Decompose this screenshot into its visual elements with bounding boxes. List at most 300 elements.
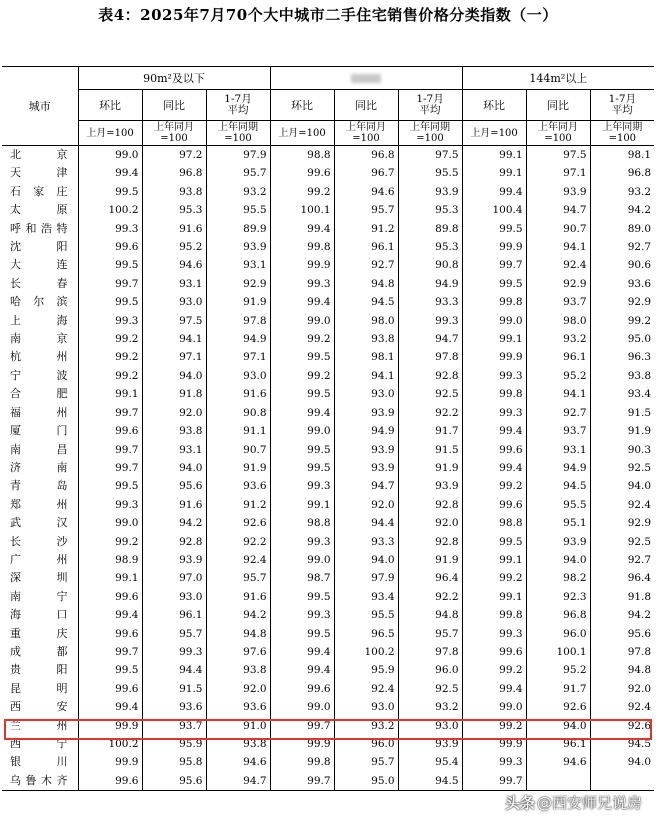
value-cell: 97.5 <box>142 312 206 330</box>
value-cell: 99.3 <box>78 220 142 238</box>
value-cell: 93.9 <box>334 459 398 477</box>
city-cell: 海口 <box>10 608 68 622</box>
city-cell: 南京 <box>10 332 68 346</box>
value-cell: 94.6 <box>526 753 590 771</box>
value-cell: 93.9 <box>334 404 398 422</box>
value-cell: 93.6 <box>206 698 270 716</box>
value-cell: 91.0 <box>206 717 270 735</box>
value-cell: 99.9 <box>462 238 526 256</box>
value-cell: 90.7 <box>206 441 270 459</box>
value-cell: 99.5 <box>462 275 526 293</box>
value-cell: 92.4 <box>334 680 398 698</box>
value-cell: 99.6 <box>462 643 526 661</box>
value-cell: 94.9 <box>398 275 462 293</box>
value-cell: 93.0 <box>142 293 206 311</box>
value-cell: 94.5 <box>398 772 462 791</box>
value-cell: 99.5 <box>462 533 526 551</box>
value-cell: 99.4 <box>462 422 526 440</box>
value-cell: 94.1 <box>142 330 206 348</box>
value-cell: 99.2 <box>78 367 142 385</box>
table-row <box>2 588 654 606</box>
city-cell: 杭州 <box>10 350 68 364</box>
value-cell: 95.7 <box>206 569 270 587</box>
value-cell: 92.7 <box>334 256 398 274</box>
value-cell: 99.8 <box>270 753 334 771</box>
value-cell: 99.5 <box>78 293 142 311</box>
table-row <box>2 367 654 385</box>
table-row <box>2 238 654 256</box>
value-cell: 94.1 <box>334 367 398 385</box>
value-cell: 94.2 <box>590 201 654 219</box>
value-cell: 100.2 <box>78 735 142 753</box>
subcol-header: 同比 <box>334 90 398 121</box>
value-cell: 99.1 <box>78 385 142 403</box>
value-cell: 94.0 <box>142 367 206 385</box>
value-cell: 99.4 <box>462 459 526 477</box>
value-cell: 91.1 <box>206 422 270 440</box>
city-cell: 银川 <box>10 755 68 769</box>
value-cell: 96.4 <box>398 569 462 587</box>
value-cell: 99.0 <box>270 422 334 440</box>
value-cell: 98.9 <box>78 551 142 569</box>
base-header: 上月=100 <box>78 121 142 146</box>
value-cell: 99.5 <box>270 459 334 477</box>
value-cell: 95.3 <box>398 201 462 219</box>
value-cell: 93.1 <box>142 275 206 293</box>
value-cell: 93.9 <box>398 735 462 753</box>
value-cell: 99.7 <box>78 275 142 293</box>
city-cell: 深圳 <box>10 571 68 585</box>
value-cell: 99.4 <box>462 680 526 698</box>
value-cell: 95.5 <box>206 201 270 219</box>
value-cell: 94.6 <box>206 753 270 771</box>
value-cell: 99.2 <box>590 312 654 330</box>
base-header: 上年同月 =100 <box>526 121 590 146</box>
value-cell <box>526 772 590 791</box>
value-cell: 99.3 <box>270 275 334 293</box>
value-cell: 99.4 <box>270 293 334 311</box>
table-row <box>2 256 654 274</box>
value-cell: 95.9 <box>142 735 206 753</box>
value-cell: 100.1 <box>526 643 590 661</box>
value-cell: 95.5 <box>398 164 462 182</box>
value-cell: 99.1 <box>462 164 526 182</box>
value-cell: 99.6 <box>462 441 526 459</box>
value-cell: 99.7 <box>270 772 334 791</box>
value-cell: 97.5 <box>526 146 590 165</box>
value-cell: 91.6 <box>206 588 270 606</box>
value-cell: 94.6 <box>142 256 206 274</box>
table-row <box>2 661 654 679</box>
value-cell: 99.4 <box>270 661 334 679</box>
city-cell: 天津 <box>10 166 68 180</box>
value-cell: 92.8 <box>142 533 206 551</box>
value-cell: 97.8 <box>398 348 462 366</box>
value-cell: 91.2 <box>334 220 398 238</box>
table-row <box>2 312 654 330</box>
value-cell: 99.3 <box>462 404 526 422</box>
value-cell: 97.9 <box>206 146 270 165</box>
value-cell: 97.1 <box>142 348 206 366</box>
table-row <box>2 643 654 661</box>
value-cell: 93.9 <box>526 533 590 551</box>
table-row <box>2 735 654 753</box>
value-cell: 91.6 <box>142 496 206 514</box>
value-cell: 96.0 <box>334 735 398 753</box>
value-cell: 99.9 <box>270 735 334 753</box>
table-row <box>2 183 654 201</box>
table-row <box>2 220 654 238</box>
value-cell: 93.6 <box>142 698 206 716</box>
value-cell: 95.7 <box>334 753 398 771</box>
value-cell: 93.9 <box>334 441 398 459</box>
value-cell: 99.6 <box>270 680 334 698</box>
table-row <box>2 533 654 551</box>
base-header: 上年同月 =100 <box>142 121 206 146</box>
value-cell: 92.8 <box>398 496 462 514</box>
value-cell: 96.1 <box>334 238 398 256</box>
value-cell: 100.2 <box>78 201 142 219</box>
value-cell: 93.8 <box>206 735 270 753</box>
value-cell: 99.3 <box>270 477 334 495</box>
value-cell: 100.1 <box>270 201 334 219</box>
table-row <box>2 606 654 624</box>
value-cell: 99.7 <box>78 441 142 459</box>
value-cell: 93.7 <box>526 422 590 440</box>
value-cell: 93.0 <box>334 385 398 403</box>
value-cell: 94.0 <box>590 753 654 771</box>
value-cell: 91.6 <box>206 385 270 403</box>
value-cell: 92.7 <box>590 238 654 256</box>
city-cell: 贵阳 <box>10 663 68 677</box>
value-cell: 97.2 <box>142 146 206 165</box>
value-cell: 99.4 <box>78 164 142 182</box>
value-cell: 93.1 <box>142 441 206 459</box>
value-cell: 92.0 <box>142 404 206 422</box>
city-cell: 西安 <box>10 700 68 714</box>
value-cell: 93.7 <box>526 293 590 311</box>
subcol-header: 同比 <box>526 90 590 121</box>
value-cell: 95.8 <box>142 753 206 771</box>
value-cell: 99.5 <box>462 220 526 238</box>
value-cell: 94.9 <box>526 459 590 477</box>
table-row <box>2 293 654 311</box>
value-cell: 93.3 <box>334 533 398 551</box>
value-cell: 91.2 <box>206 496 270 514</box>
value-cell: 97.0 <box>142 569 206 587</box>
value-cell: 91.5 <box>590 404 654 422</box>
value-cell: 94.5 <box>590 735 654 753</box>
value-cell: 92.7 <box>590 551 654 569</box>
subcol-header: 环比 <box>270 90 334 121</box>
city-cell: 沈阳 <box>10 240 68 254</box>
city-cell: 南宁 <box>10 589 68 603</box>
value-cell: 92.0 <box>206 680 270 698</box>
value-cell: 99.4 <box>270 220 334 238</box>
city-column-header: 城市 <box>2 67 78 146</box>
city-cell: 哈尔滨 <box>10 295 68 309</box>
value-cell: 99.0 <box>78 514 142 532</box>
value-cell: 99.0 <box>270 698 334 716</box>
value-cell: 93.6 <box>206 477 270 495</box>
value-cell: 92.2 <box>206 533 270 551</box>
blurred-label <box>351 74 381 83</box>
value-cell: 93.4 <box>334 588 398 606</box>
city-cell: 福州 <box>10 405 68 419</box>
value-cell: 93.9 <box>142 551 206 569</box>
value-cell: 99.3 <box>142 643 206 661</box>
value-cell: 99.2 <box>78 533 142 551</box>
city-cell: 郑州 <box>10 497 68 511</box>
value-cell: 99.9 <box>462 348 526 366</box>
value-cell: 92.8 <box>398 367 462 385</box>
value-cell: 93.0 <box>206 367 270 385</box>
value-cell: 99.5 <box>270 588 334 606</box>
value-cell: 93.9 <box>398 183 462 201</box>
value-cell: 90.8 <box>206 404 270 422</box>
value-cell: 98.8 <box>462 514 526 532</box>
value-cell: 99.6 <box>78 625 142 643</box>
base-header: 上月=100 <box>270 121 334 146</box>
value-cell: 99.9 <box>78 717 142 735</box>
city-cell: 青岛 <box>10 479 68 493</box>
group-header-medium <box>270 67 462 90</box>
value-cell: 99.2 <box>462 717 526 735</box>
value-cell: 99.4 <box>78 606 142 624</box>
value-cell: 98.1 <box>590 146 654 165</box>
value-cell: 91.9 <box>206 459 270 477</box>
value-cell: 94.7 <box>206 772 270 791</box>
table-row <box>2 459 654 477</box>
value-cell: 93.2 <box>206 183 270 201</box>
table-row <box>2 146 654 165</box>
group-header-large: 144m²以上 <box>462 67 654 90</box>
value-cell: 98.0 <box>526 312 590 330</box>
table-row <box>2 477 654 495</box>
value-cell: 99.7 <box>78 404 142 422</box>
value-cell: 97.6 <box>206 643 270 661</box>
value-cell: 99.3 <box>270 533 334 551</box>
value-cell: 94.7 <box>334 477 398 495</box>
value-cell: 91.8 <box>590 588 654 606</box>
value-cell: 95.1 <box>526 514 590 532</box>
value-cell: 95.0 <box>334 772 398 791</box>
table-row <box>2 717 654 735</box>
value-cell: 97.8 <box>206 312 270 330</box>
value-cell: 92.6 <box>590 717 654 735</box>
value-cell: 92.4 <box>590 698 654 716</box>
value-cell: 95.4 <box>398 753 462 771</box>
value-cell: 99.6 <box>78 680 142 698</box>
value-cell: 94.4 <box>334 514 398 532</box>
value-cell: 93.8 <box>206 661 270 679</box>
value-cell: 99.8 <box>462 385 526 403</box>
value-cell: 92.9 <box>206 275 270 293</box>
city-cell: 成都 <box>10 644 68 658</box>
value-cell: 97.8 <box>398 643 462 661</box>
value-cell: 96.1 <box>526 735 590 753</box>
value-cell: 95.2 <box>142 238 206 256</box>
value-cell: 99.5 <box>78 256 142 274</box>
value-cell: 93.8 <box>334 330 398 348</box>
value-cell: 96.4 <box>590 569 654 587</box>
base-header: 上年同期 =100 <box>398 121 462 146</box>
table-row <box>2 348 654 366</box>
city-cell: 大连 <box>10 258 68 272</box>
value-cell: 99.5 <box>78 661 142 679</box>
value-cell: 95.9 <box>334 661 398 679</box>
base-header: 上年同期 =100 <box>590 121 654 146</box>
value-cell <box>590 772 654 791</box>
table-row <box>2 625 654 643</box>
value-cell: 96.7 <box>334 164 398 182</box>
value-cell: 95.7 <box>206 164 270 182</box>
value-cell: 96.8 <box>334 146 398 165</box>
value-cell: 92.2 <box>398 404 462 422</box>
value-cell: 93.4 <box>590 385 654 403</box>
value-cell: 98.8 <box>270 514 334 532</box>
table-row <box>2 275 654 293</box>
value-cell: 93.8 <box>590 367 654 385</box>
table-row <box>2 201 654 219</box>
value-cell: 94.0 <box>526 551 590 569</box>
value-cell: 95.3 <box>398 238 462 256</box>
value-cell: 99.3 <box>398 312 462 330</box>
value-cell: 99.9 <box>78 753 142 771</box>
value-cell: 99.6 <box>462 496 526 514</box>
table-row <box>2 164 654 182</box>
watermark-brand: 头条 <box>504 794 535 812</box>
value-cell: 99.1 <box>270 496 334 514</box>
value-cell: 96.8 <box>590 164 654 182</box>
value-cell: 92.2 <box>398 588 462 606</box>
value-cell: 93.9 <box>526 183 590 201</box>
city-cell: 兰州 <box>10 718 68 732</box>
value-cell: 99.2 <box>270 330 334 348</box>
value-cell: 95.7 <box>142 625 206 643</box>
value-cell: 91.9 <box>590 422 654 440</box>
city-cell: 太原 <box>10 203 68 217</box>
value-cell: 91.9 <box>398 551 462 569</box>
table-row <box>2 496 654 514</box>
value-cell: 98.2 <box>526 569 590 587</box>
group-header-small: 90m²及以下 <box>78 67 270 90</box>
value-cell: 91.7 <box>526 680 590 698</box>
table-row <box>2 551 654 569</box>
value-cell: 94.9 <box>334 422 398 440</box>
value-cell: 99.0 <box>462 312 526 330</box>
value-cell: 99.2 <box>78 330 142 348</box>
value-cell: 95.7 <box>334 201 398 219</box>
value-cell: 93.2 <box>398 698 462 716</box>
value-cell: 91.8 <box>142 385 206 403</box>
value-cell: 91.9 <box>206 293 270 311</box>
city-cell: 南昌 <box>10 442 68 456</box>
table-title: 表4：2025年7月70个大中城市二手住宅销售价格分类指数（一） <box>98 6 558 24</box>
value-cell: 92.5 <box>398 385 462 403</box>
table-row <box>2 422 654 440</box>
value-cell: 92.0 <box>398 514 462 532</box>
value-cell: 99.1 <box>78 569 142 587</box>
value-cell: 99.4 <box>462 183 526 201</box>
table-row <box>2 514 654 532</box>
base-header: 上年同月 =100 <box>334 121 398 146</box>
value-cell: 96.8 <box>142 164 206 182</box>
value-cell: 90.3 <box>590 441 654 459</box>
value-cell: 99.2 <box>462 661 526 679</box>
table-row <box>2 441 654 459</box>
value-cell: 96.0 <box>526 625 590 643</box>
value-cell: 99.0 <box>462 698 526 716</box>
value-cell: 92.9 <box>590 293 654 311</box>
value-cell: 99.0 <box>270 551 334 569</box>
value-cell: 99.5 <box>270 385 334 403</box>
table-row <box>2 404 654 422</box>
value-cell: 94.1 <box>526 238 590 256</box>
value-cell: 91.5 <box>142 680 206 698</box>
value-cell: 99.7 <box>462 256 526 274</box>
value-cell: 94.8 <box>334 275 398 293</box>
city-cell: 呼和浩特 <box>10 221 68 235</box>
value-cell: 99.7 <box>78 459 142 477</box>
value-cell: 99.7 <box>78 643 142 661</box>
subcol-header: 环比 <box>78 90 142 121</box>
value-cell: 94.0 <box>526 717 590 735</box>
value-cell: 94.9 <box>206 330 270 348</box>
value-cell: 94.2 <box>206 606 270 624</box>
value-cell: 93.0 <box>142 588 206 606</box>
subcol-header: 环比 <box>462 90 526 121</box>
value-cell: 95.2 <box>526 661 590 679</box>
value-cell: 95.6 <box>142 772 206 791</box>
value-cell: 97.1 <box>206 348 270 366</box>
value-cell: 98.7 <box>270 569 334 587</box>
city-cell: 重庆 <box>10 626 68 640</box>
value-cell: 99.2 <box>78 348 142 366</box>
value-cell: 92.4 <box>590 496 654 514</box>
value-cell: 99.5 <box>270 625 334 643</box>
value-cell: 99.9 <box>270 256 334 274</box>
value-cell: 96.1 <box>526 348 590 366</box>
value-cell: 93.3 <box>398 293 462 311</box>
city-cell: 厦门 <box>10 424 68 438</box>
value-cell: 94.0 <box>334 551 398 569</box>
value-cell: 92.9 <box>526 275 590 293</box>
value-cell: 92.5 <box>590 459 654 477</box>
value-cell: 95.7 <box>398 625 462 643</box>
city-cell: 合肥 <box>10 387 68 401</box>
value-cell: 93.1 <box>206 256 270 274</box>
value-cell: 94.0 <box>590 477 654 495</box>
value-cell: 99.4 <box>270 643 334 661</box>
subcol-header: 1-7月 平均 <box>590 90 654 121</box>
value-cell: 95.6 <box>142 477 206 495</box>
value-cell: 92.3 <box>526 588 590 606</box>
value-cell: 99.5 <box>270 348 334 366</box>
value-cell: 94.5 <box>334 293 398 311</box>
value-cell: 94.8 <box>590 661 654 679</box>
city-cell: 上海 <box>10 313 68 327</box>
value-cell: 94.5 <box>526 477 590 495</box>
city-cell: 济南 <box>10 460 68 474</box>
value-cell: 99.3 <box>462 753 526 771</box>
value-cell: 94.2 <box>142 514 206 532</box>
value-cell: 93.6 <box>590 275 654 293</box>
value-cell: 95.5 <box>526 496 590 514</box>
value-cell: 93.8 <box>142 183 206 201</box>
value-cell: 92.0 <box>334 496 398 514</box>
value-cell: 99.5 <box>270 441 334 459</box>
